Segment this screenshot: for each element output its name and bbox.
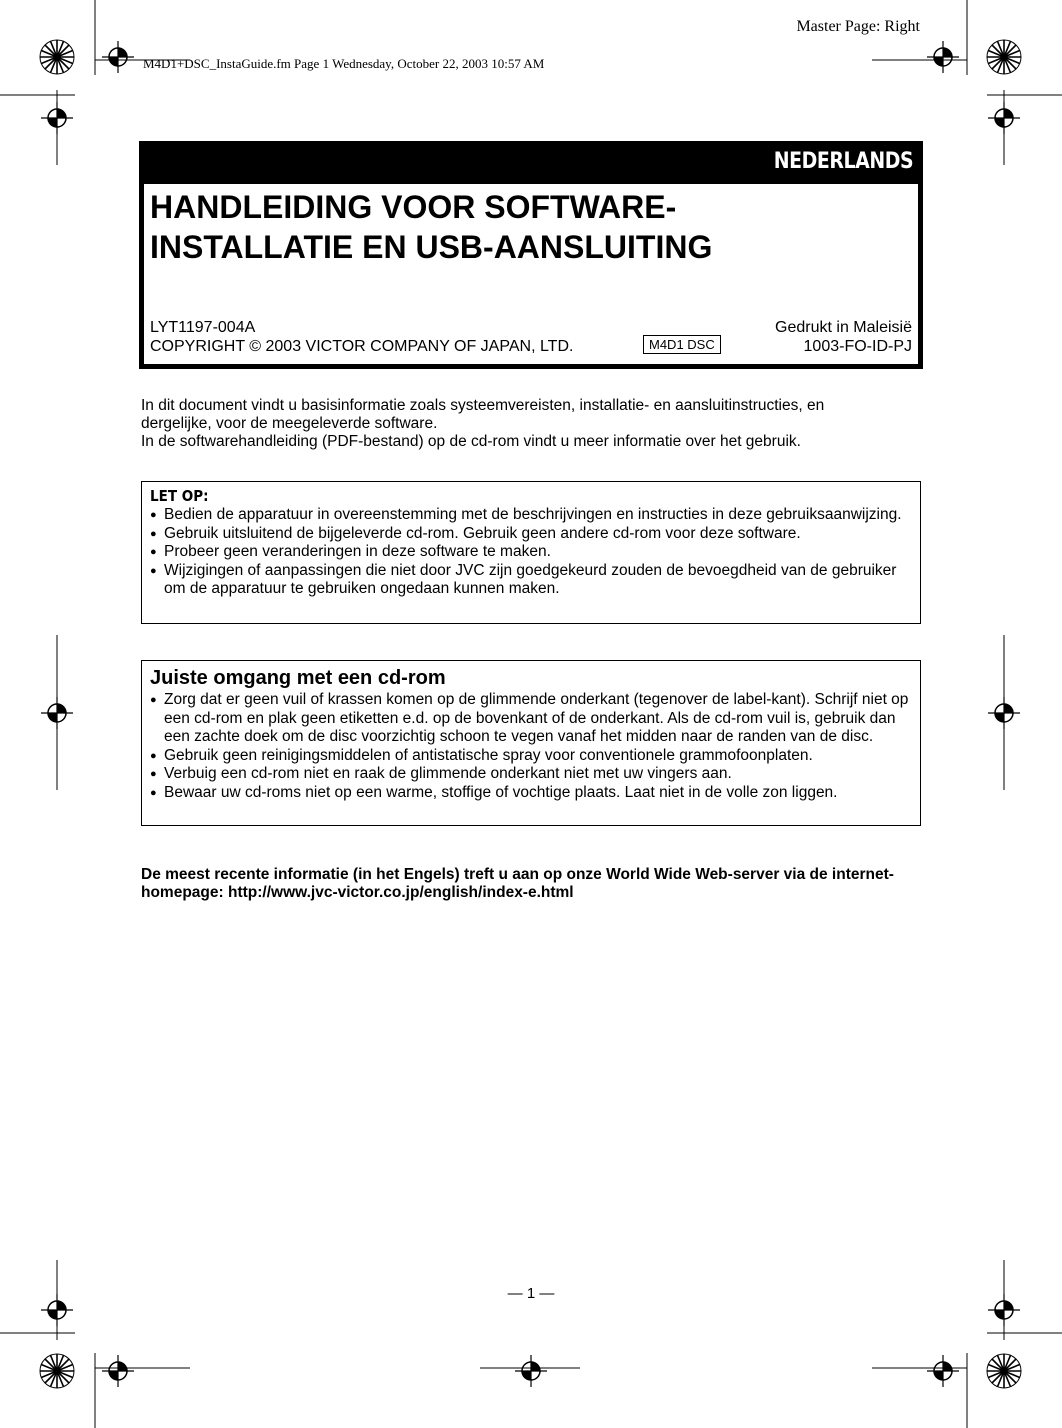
title-line-2: INSTALLATIE EN USB-AANSLUITING — [150, 229, 713, 265]
language-label: NEDERLANDS — [773, 149, 913, 174]
document-code: LYT1197-004A — [150, 319, 256, 336]
document-title — [150, 187, 712, 267]
title-line-1: HANDLEIDING VOOR SOFTWARE- — [150, 189, 677, 225]
model-tag: M4D1 DSC — [643, 335, 721, 354]
master-page-label: Master Page: Right — [796, 18, 920, 35]
list-item: ● Zorg dat er geen vuil of krassen komen op de glimmende onderkant (tegenover de label-kant). Schrijf niet op een cd-rom en plak geen etiketten e.d. op de bovenkant of de onderkant. Als de cd-rom vuil is, gebruik dan een zachte doek om de disc voorzichtig schoon te vegen vanaf het midden naar de randen van de disc. — [150, 691, 912, 747]
recent-info: De meest recente informatie (in het Engels) treft u aan op onze World Wide Web-server via de internet-homepage: http://www.jvc-victor.co.jp/english/index-e.html — [141, 866, 894, 901]
list-item: ● Bedien de apparatuur in overeenstemming met de beschrijvingen en instructies in deze gebruiksaanwijzing. — [150, 506, 912, 525]
caution-box — [141, 481, 921, 624]
intro-line-1: In dit document vindt u basisinformatie zoals systeemvereisten, installatie- en aansluitinstructies, en dergelijke, voor de meegeleverde software. — [141, 397, 825, 432]
list-item: ● Gebruik geen reinigingsmiddelen of antistatische spray voor conventionele grammofoonplaten. — [150, 747, 912, 766]
cdrom-title: Juiste omgang met een cd-rom — [150, 667, 446, 689]
cdrom-box — [141, 660, 921, 826]
list-item: ● Probeer geen veranderingen in deze software te maken. — [150, 543, 912, 562]
print-code: 1003-FO-ID-PJ — [803, 338, 912, 355]
list-item: ● Gebruik uitsluitend de bijgeleverde cd-rom. Gebruik geen andere cd-rom voor deze software. — [150, 525, 912, 544]
intro — [141, 397, 881, 451]
caution-title: LET OP: — [150, 487, 209, 505]
list-item: ● Bewaar uw cd-roms niet op een warme, stoffige of vochtige plaats. Laat niet in de volle zon liggen. — [150, 784, 912, 803]
list-item: ● Verbuig een cd-rom niet en raak de glimmende onderkant niet met uw vingers aan. — [150, 765, 912, 784]
print-info — [775, 318, 912, 356]
list-item: ● Wijzigingen of aanpassingen die niet door JVC zijn goedgekeurd zouden de bevoegdheid van de gebruiker om de apparatuur te gebruiken ongedaan kunnen maken. — [150, 562, 912, 599]
title-block — [139, 141, 923, 369]
code-block — [150, 318, 573, 356]
title-panel — [144, 184, 918, 364]
caution-list — [150, 506, 912, 599]
cdrom-list — [150, 691, 912, 802]
page-number: — 1 — — [507, 1285, 555, 1302]
file-info: M4D1+DSC_InstaGuide.fm Page 1 Wednesday, October 22, 2003 10:57 AM — [143, 56, 545, 71]
printed-in: Gedrukt in Maleisië — [775, 319, 912, 336]
copyright: COPYRIGHT © 2003 VICTOR COMPANY OF JAPAN, LTD. — [150, 338, 574, 355]
intro-line-2: In de softwarehandleiding (PDF-bestand) op de cd-rom vindt u meer informatie over het gebruik. — [141, 433, 801, 450]
